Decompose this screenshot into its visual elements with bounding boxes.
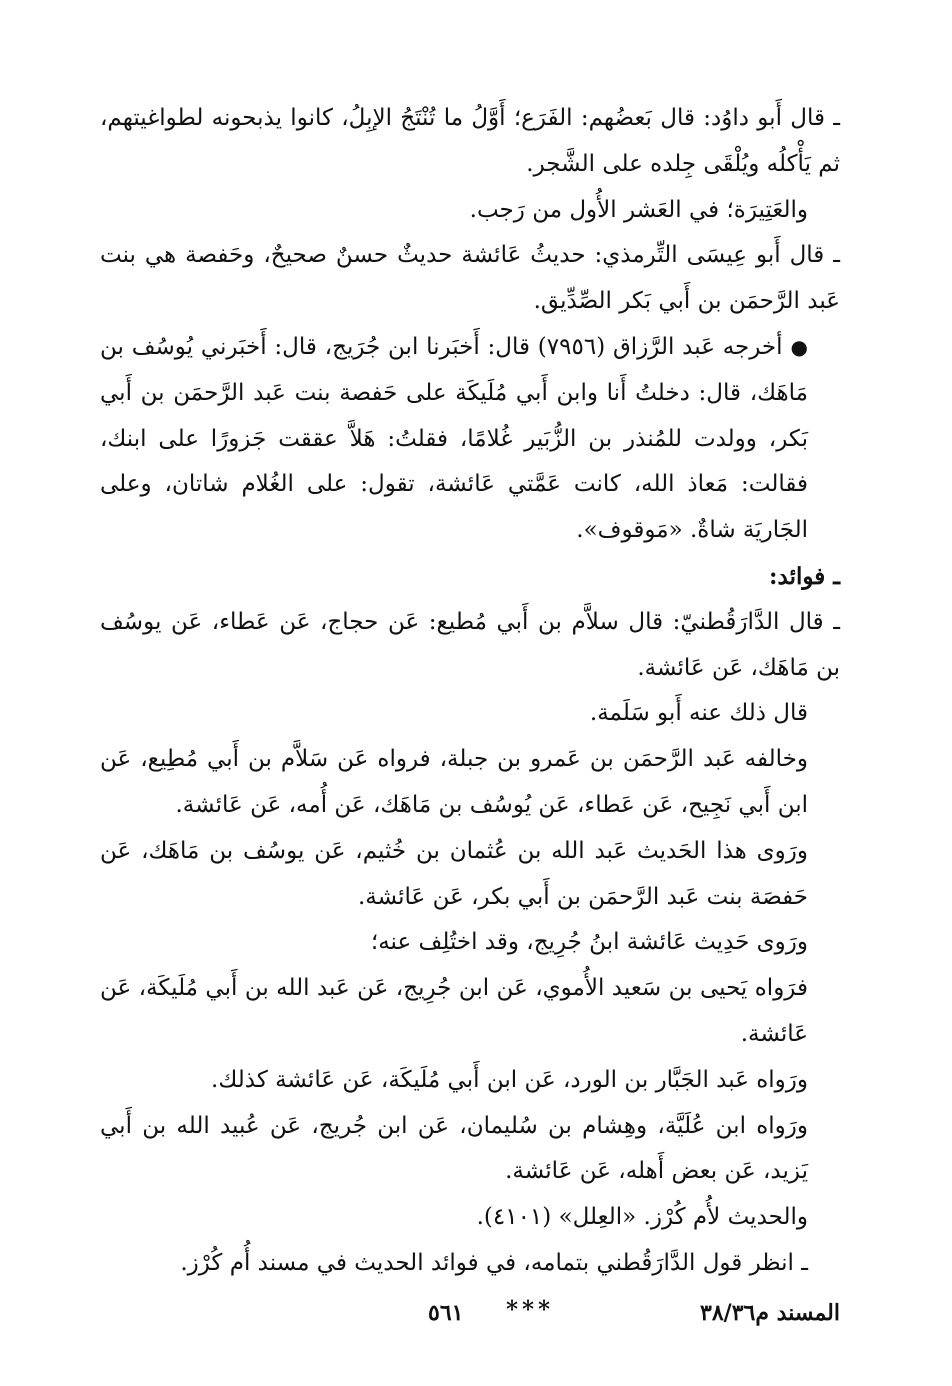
paragraph-abu-salamah: قال ذلك عنه أَبو سَلَمة. — [589, 700, 808, 727]
paragraph-abdullah-khuthaym: ورَوى هذا الحَديث عَبد الله بن عُثمان بن خُثيم، عَن يوسُف بن مَاهَك، عَن حَفصَة بنت عَبد الرَّحمَن بن أَبي بكر، عَن عَائشة. — [100, 837, 808, 910]
section-separator: *** — [505, 1295, 555, 1323]
section-heading-fawaid: ـ فوائد: — [769, 562, 840, 590]
paragraph-yahya-umawi: فرَواه يَحيى بن سَعيد الأُموي، عَن ابن جُرِيج، عَن عَبد الله بن أَبي مُلَيكَة، عَن عَائشة. — [100, 975, 808, 1047]
paragraph-abd-al-jabbar: ورَواه عَبد الجَبَّار بن الورد، عَن ابن أَبي مُلَيكَة، عَن عَائشة كذلك. — [211, 1066, 808, 1093]
paragraph-ibn-ulayyah: ورَواه ابن عُلَيَّة، وهِشام بن سُليمان، عَن ابن جُريج، عَن عُبيد الله بن أَبي يَزيد، عَن بعض أَهله، عَن عَائشة. — [100, 1112, 808, 1185]
page-body — [100, 96, 840, 1333]
bullet-icon: ● — [790, 334, 808, 359]
takhrij-text: أخرجه عَبد الرَّزاق (٧٩٥٦) قال: أَخبَرنا ابن جُرَيج، قال: أَخبَرني يُوسُف بن مَاهَك، قال: دخلتُ أَنا وابن أَبي مُلَيكَة على حَفصة بنت عَبد الرَّحمَن بن أَبي بَكر، وولدت للمُنذر بن الزُّبَير غُلامًا، فقلتُ: هَلاَّ عققت جَزورًا على ابنك، فقالت: مَعاذ الله، كانت عَمَّتي عَائشة، تقول: على الغُلام شاتان، وعلى الجَاريَة شاةٌ. «مَوقوف». — [100, 333, 808, 544]
page-number: ٥٦١ — [428, 1300, 464, 1326]
paragraph-tirmidhi: ـ قال أَبو عِيسَى التِّرمذي: حديثُ عَائشة حديثٌ حسنٌ صحيحٌ، وحَفصة هي بنت عَبد الرَّحمَن بن أَبي بَكر الصِّدِّيق. — [100, 242, 840, 315]
paragraph-abu-dawud: ـ قال أَبو داوُد: قال بَعضُهم: الفَرَع؛ أَوَّلُ ما تُنْتَجُ الإبِلُ، كانوا يذبحونه لطواغيتهم، ثم يَأْكلُه ويُلْقَى جِلده على الشَّجر. — [100, 105, 840, 177]
paragraph-khalafahu: وخالفه عَبد الرَّحمَن بن عَمرو بن جبلة، فرواه عَن سَلاَّم بن أَبي مُطِيع، عَن ابن أَبي نَجِيح، عَن عَطاء، عَن يُوسُف بن مَاهَك، عَن أُمه، عَن عَائشة. — [100, 746, 808, 818]
paragraph-ibn-jurayj: ورَوى حَدِيث عَائشة ابنُ جُرِيج، وقد اختُلِف عنه؛ — [370, 929, 808, 956]
paragraph-umm-kurz: والحديث لأُم كُرْز. «العِلل» (٤١٠١). — [476, 1204, 808, 1231]
page-footer — [100, 1300, 840, 1340]
paragraph-atirah: والعَتِيرَة؛ في العَشر الأُول من رَجب. — [469, 196, 808, 223]
paragraph-daraqutni: ـ قال الدَّارَقُطنيّ: قال سلاَّم بن أَبي مُطيع: عَن حجاج، عَن عَطاء، عَن يوسُف بن مَاهَك، عَن عَائشة. — [100, 608, 840, 681]
paragraph-takhrij — [100, 325, 840, 554]
volume-reference: المسند م٣٨/٣٦ — [700, 1300, 840, 1326]
paragraph-see-also: ـ انظر قول الدَّارَقُطني بتمامه، في فوائد الحديث في مسند أُم كُرْز. — [180, 1249, 808, 1276]
